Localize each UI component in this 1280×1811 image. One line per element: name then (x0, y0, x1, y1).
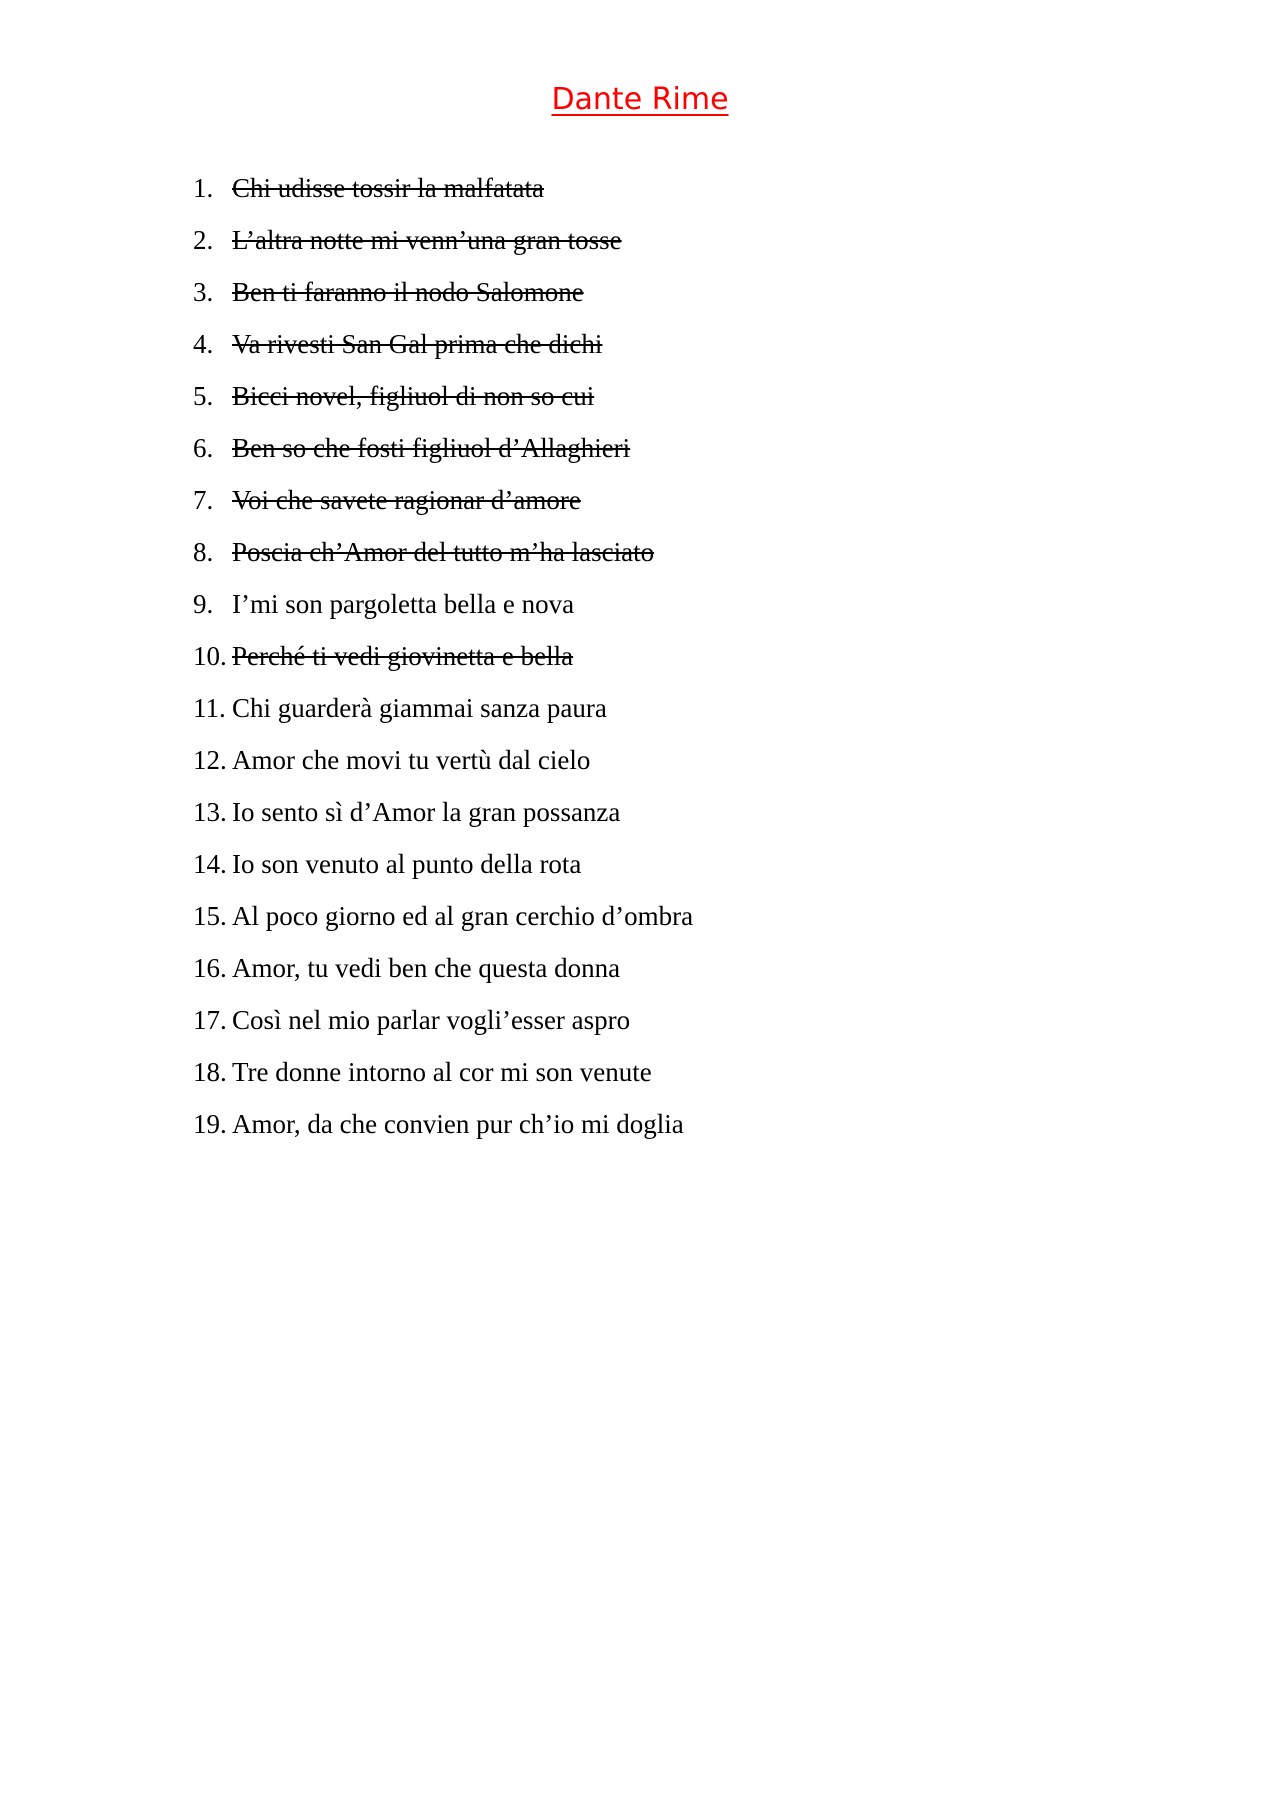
list-item (193, 636, 693, 688)
list-item-number: 14. (193, 849, 227, 879)
list-item-number: 6. (193, 433, 214, 463)
list-item-text: Io son venuto al punto della rota (232, 849, 582, 879)
list-item-text: Ben ti faranno il nodo Salomone (232, 277, 584, 307)
list-item-text: Io sento sì d’Amor la gran possanza (232, 797, 621, 827)
list-item-text: Bicci novel, figliuol di non so cui (232, 381, 595, 411)
list-item-number: 9. (193, 589, 214, 619)
list-item (193, 1052, 693, 1104)
list-item (193, 896, 693, 948)
list-item (193, 584, 693, 636)
list-item-number: 19. (193, 1109, 227, 1139)
list-item (193, 220, 693, 272)
document-title: Dante Rime (551, 82, 729, 117)
list-item-text: Chi udisse tossir la malfatata (232, 173, 544, 203)
poem-list (193, 168, 693, 1156)
list-item-number: 8. (193, 537, 214, 567)
list-item-number: 17. (193, 1005, 227, 1035)
list-item (193, 428, 693, 480)
list-item-number: 10. (193, 641, 227, 671)
list-item (193, 792, 693, 844)
list-item-text: Voi che savete ragionar d’amore (232, 485, 581, 515)
list-item (193, 532, 693, 584)
list-item-number: 3. (193, 277, 214, 307)
list-item-number: 5. (193, 381, 214, 411)
list-item-text: Ben so che fosti figliuol d’Allaghieri (232, 433, 631, 463)
list-item-text: Tre donne intorno al cor mi son venute (232, 1057, 652, 1087)
list-item-text: Perché ti vedi giovinetta e bella (232, 641, 574, 671)
list-item-number: 7. (193, 485, 214, 515)
list-item-text: L’altra notte mi venn’una gran tosse (232, 225, 622, 255)
list-item-number: 16. (193, 953, 227, 983)
list-item-text: Così nel mio parlar vogli’esser aspro (232, 1005, 631, 1035)
list-item (193, 272, 693, 324)
list-item-number: 4. (193, 329, 214, 359)
list-item (193, 844, 693, 896)
list-item-text: Al poco giorno ed al gran cerchio d’ombra (232, 901, 694, 931)
list-item-text: I’mi son pargoletta bella e nova (232, 589, 575, 619)
list-item-text: Chi guarderà giammai sanza paura (232, 693, 607, 723)
list-item (193, 324, 693, 376)
list-item (193, 376, 693, 428)
list-item (193, 740, 693, 792)
list-item (193, 1000, 693, 1052)
list-item (193, 688, 693, 740)
list-item-number: 1. (193, 173, 214, 203)
list-item-number: 12. (193, 745, 227, 775)
list-item-number: 2. (193, 225, 214, 255)
list-item-number: 15. (193, 901, 227, 931)
list-item-text: Amor, da che convien pur ch’io mi doglia (232, 1109, 684, 1139)
list-item (193, 948, 693, 1000)
list-item-number: 18. (193, 1057, 227, 1087)
list-item (193, 480, 693, 532)
list-item (193, 168, 693, 220)
list-item-text: Va rivesti San Gal prima che dichi (232, 329, 603, 359)
list-item-text: Amor che movi tu vertù dal cielo (232, 745, 591, 775)
list-item-number: 13. (193, 797, 227, 827)
list-item-number: 11. (193, 693, 226, 723)
list-item-text: Amor, tu vedi ben che questa donna (232, 953, 621, 983)
list-item (193, 1104, 693, 1156)
list-item-text: Poscia ch’Amor del tutto m’ha lasciato (232, 537, 655, 567)
